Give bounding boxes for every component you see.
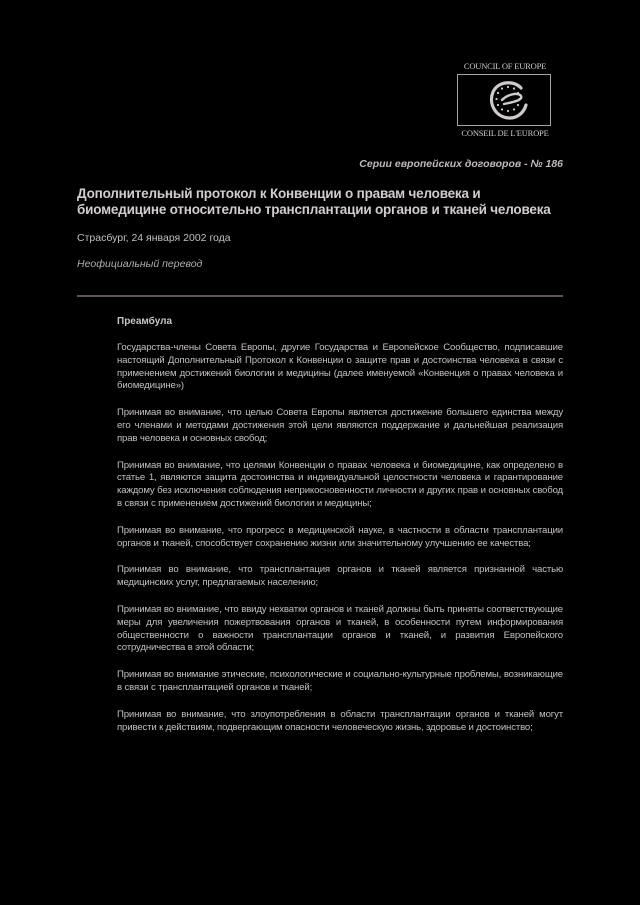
council-of-europe-emblem-icon [488, 78, 528, 122]
translation-note: Неофициальный перевод [77, 258, 203, 270]
logo-bottom-text: CONSEIL DE L'EUROPE [461, 128, 549, 138]
treaty-series-label: Серии европейских договоров - № 186 [359, 158, 563, 170]
document-title: Дополнительный протокол к Конвенции о правам человека и биомедицине относительно трансплантации органов и тканей человека [77, 186, 551, 217]
preamble-paragraph: Принимая во внимание, что прогресс в медицинской науке, в частности в области трансплантации органов и тканей, способствует сохранению жизни или значительному улучшению ее качества; [117, 524, 563, 549]
preamble-paragraph: Принимая во внимание, что целью Совета Европы является достижение большего единства между его членами и методами достижения этой цели являются поддержание и дальнейшая реализация прав человека и основных свобод; [117, 407, 563, 444]
preamble-section [117, 316, 563, 748]
preamble-heading: Преамбула [117, 316, 173, 327]
logo-frame [457, 74, 551, 126]
document-date: Страсбург, 24 января 2002 года [77, 232, 231, 244]
preamble-paragraph: Принимая во внимание, что целями Конвенции о правах человека и биомедицине, как определено в статье 1, являются защита достоинства и индивидуальной целостности человека и гарантирование каждому без исключения соблюдения неприкосновенности личности и других прав и основных свобод в связи с применением достижений биологии и медицины; [117, 459, 563, 509]
preamble-paragraph: Принимая во внимание этические, психологические и социально-культурные проблемы, возникающие в связи с трансплантацией органов и тканей; [117, 669, 563, 693]
council-of-europe-logo [449, 58, 561, 142]
divider [77, 295, 563, 297]
preamble-paragraph: Принимая во внимание, что ввиду нехватки органов и тканей должны быть приняты соответствующие меры для увеличения пожертвования органов и тканей, в особенности путем информирования общественности о важности трансплантации органов и тканей, и развития Европейского сотрудничества в этой области; [117, 603, 563, 654]
logo-top-text: COUNCIL OF EUROPE [463, 61, 547, 71]
preamble-paragraph: Принимая во внимание, что злоупотребления в области трансплантации органов и тканей могут привести к действиям, подвергающим опасности человеческую жизнь, здоровье и достоинство; [117, 708, 563, 733]
preamble-paragraph: Государства-члены Совета Европы, другие Государства и Европейское Сообщество, подписавшие настоящий Дополнительный Протокол к Конвенции о защите прав и достоинства человека в связи с применением достижений биологии и медицины (далее именуемой «Конвенция о правах человека и биомедицине») [117, 342, 563, 392]
preamble-paragraph: Принимая во внимание, что трансплантация органов и тканей является признанной частью медицинских услуг, предлагаемых населению; [117, 564, 563, 589]
